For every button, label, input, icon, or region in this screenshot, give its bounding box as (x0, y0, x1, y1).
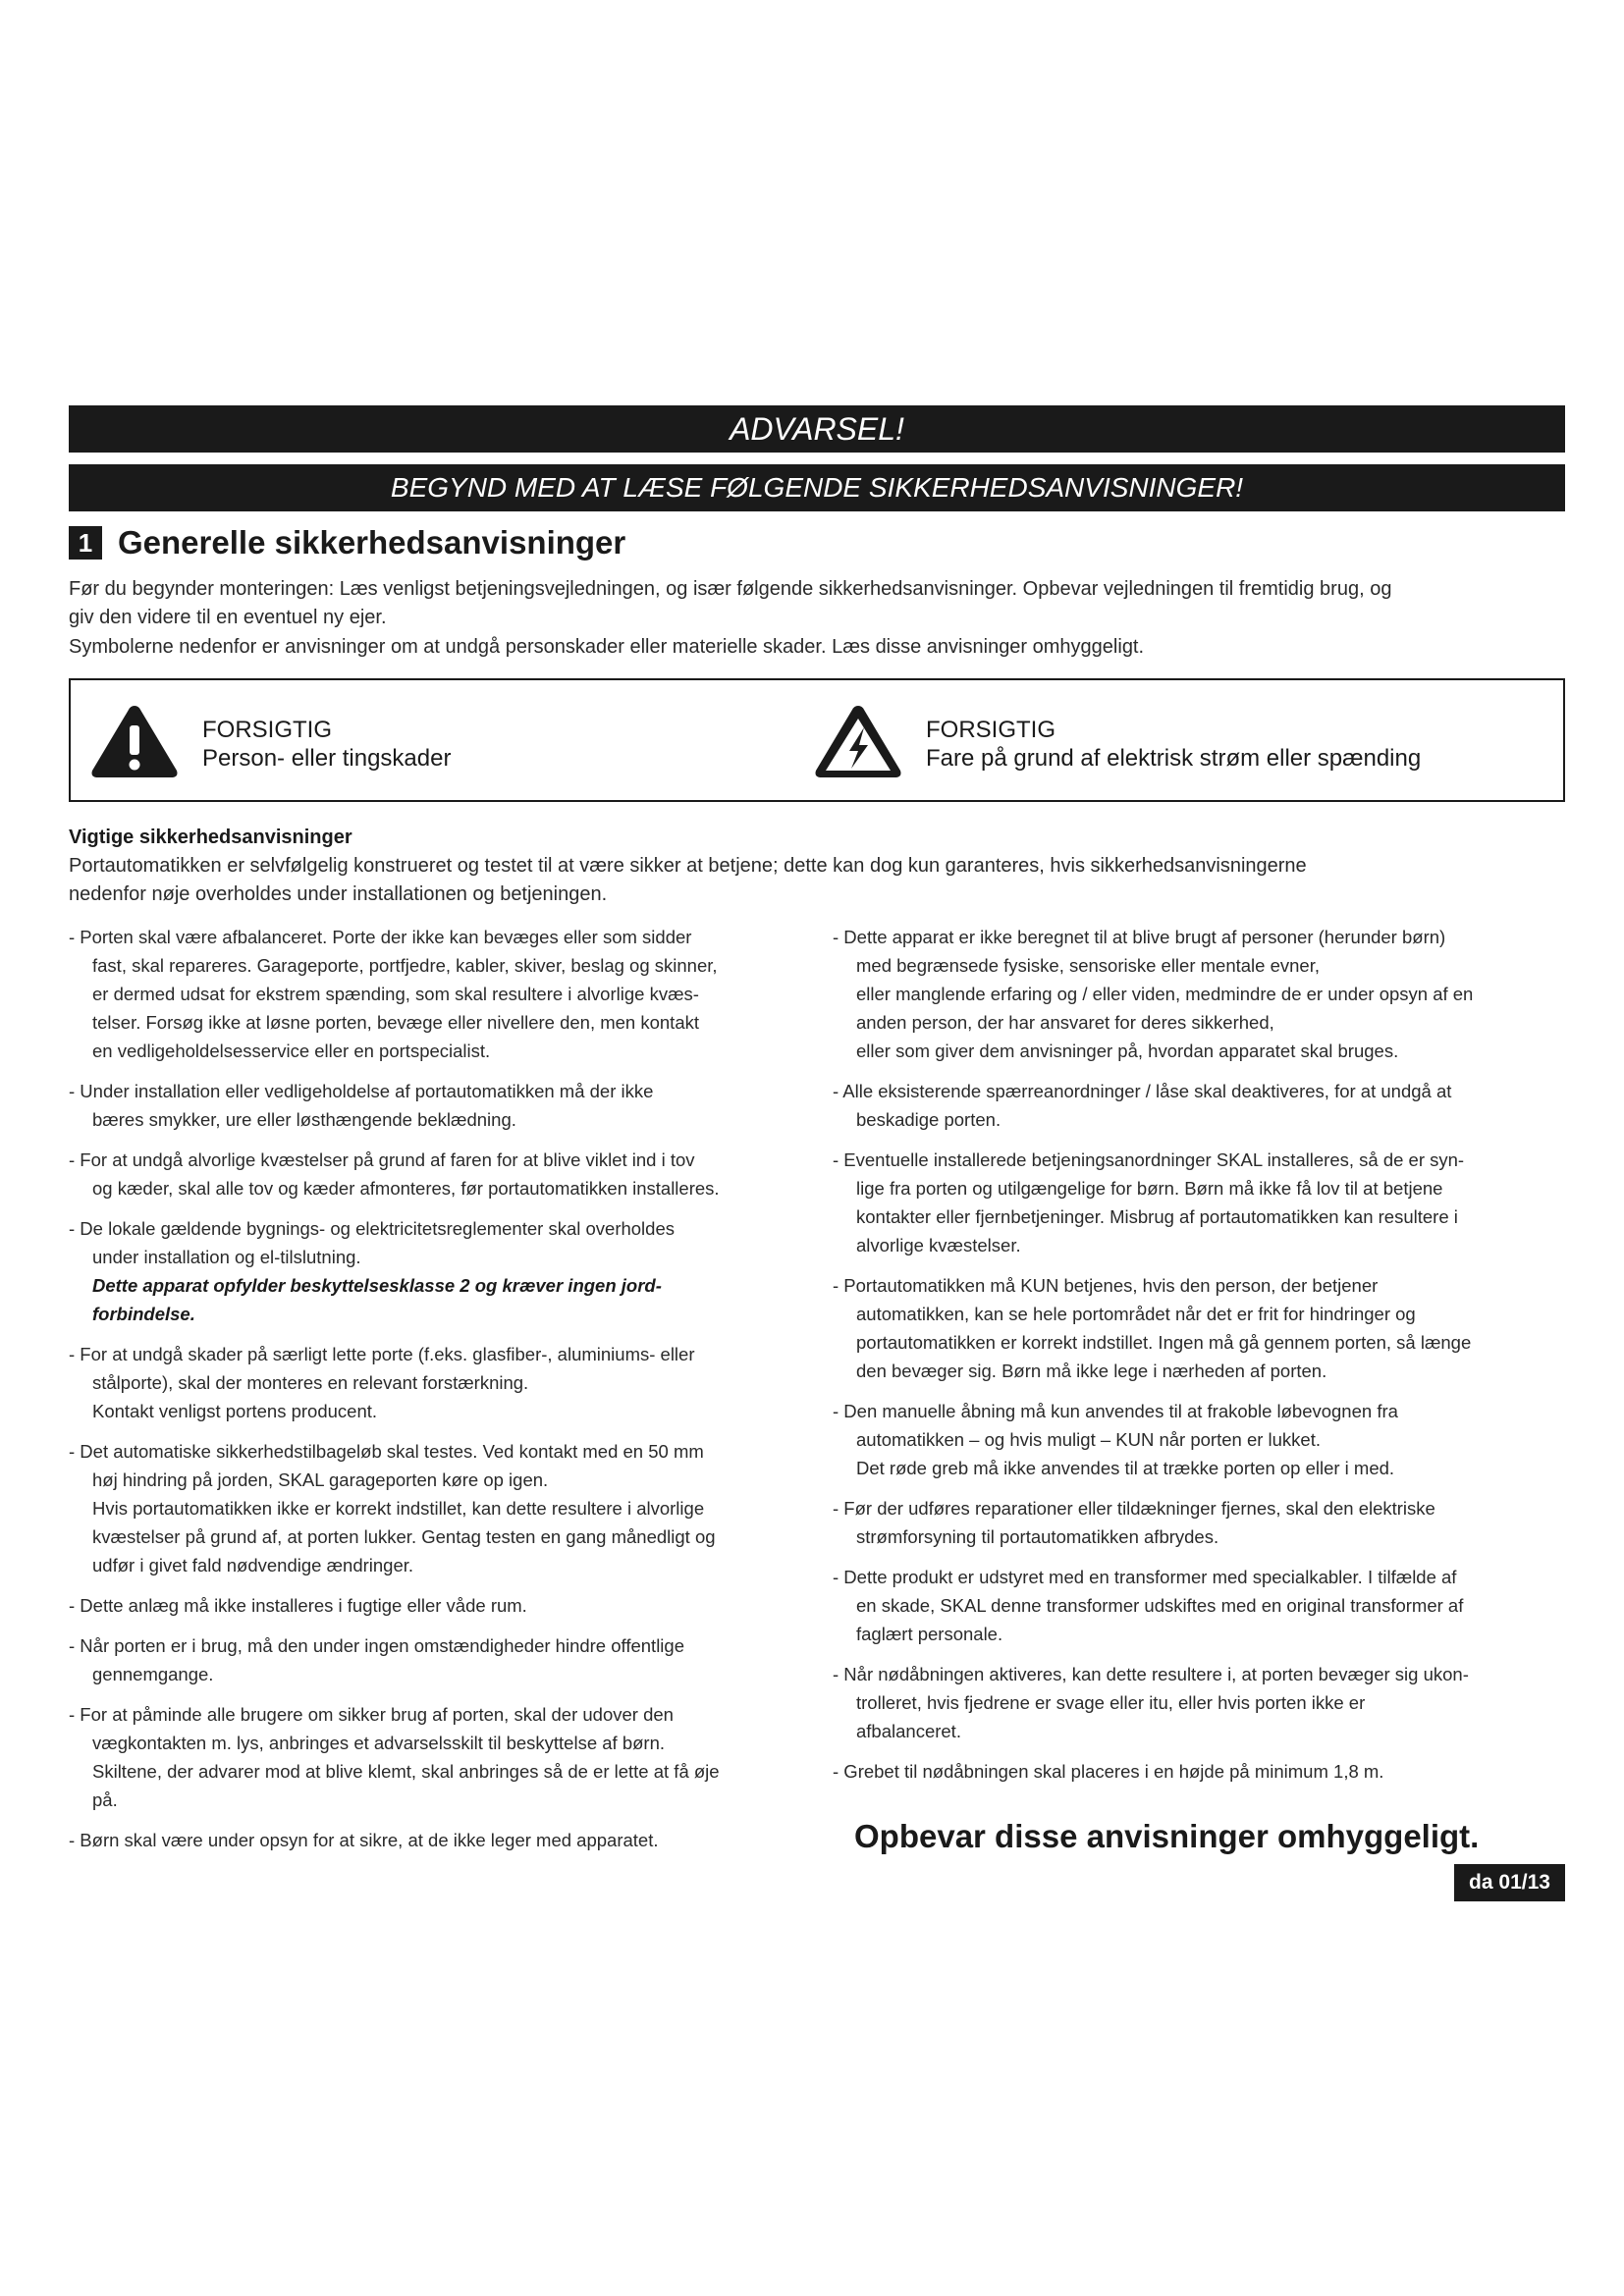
instruction-line: udfør i givet fald nødvendige ændringer. (92, 1555, 414, 1575)
section-title: Generelle sikkerhedsanvisninger (118, 524, 626, 561)
instruction-line: automatikken – og hvis muligt – KUN når porten er lukket. (856, 1429, 1322, 1450)
instruction-line: lige fra porten og utilgængelige for børn. Børn må ikke få lov til at betjene (856, 1178, 1443, 1199)
instruction-item (833, 1146, 1567, 1259)
warning-subtitle-bar (69, 464, 1565, 511)
instruction-item (69, 923, 815, 1065)
instruction-line: - Dette produkt er udstyret med en transformer med specialkabler. I tilfælde af (833, 1567, 1457, 1587)
instruction-item (833, 1271, 1567, 1385)
warning-title-text: FORSIGTIG (926, 716, 1056, 743)
instruction-line: faglært personale. (856, 1624, 1003, 1644)
instruction-line: stålporte), skal der monteres en relevant forstærkning. (92, 1372, 529, 1393)
instruction-line: telser. Forsøg ikke at løsne porten, bevæge eller nivellere den, men kontakt (92, 1012, 699, 1033)
instruction-line: gennemgange. (92, 1664, 214, 1684)
instruction-item (833, 1397, 1567, 1482)
instruction-line: - Dette anlæg må ikke installeres i fugtige eller våde rum. (69, 1595, 527, 1616)
instruction-line: høj hindring på jorden, SKAL garageporten køre op igen. (92, 1469, 549, 1490)
important-intro-line: Portautomatikken er selvfølgelig konstrueret og testet til at være sikker at betjene; dette kan dog kun garanteres, hvis sikkerhedsanvisningerne (69, 855, 1307, 877)
warning-personal-injury (88, 702, 451, 785)
instruction-line: alvorlige kvæstelser. (856, 1235, 1021, 1255)
instruction-line: - For at påminde alle brugere om sikker brug af porten, skal der udover den (69, 1704, 674, 1725)
instruction-line: eller manglende erfaring og / eller viden, medmindre de er under opsyn af en (856, 984, 1474, 1004)
instruction-item (69, 1214, 815, 1328)
instruction-line: - Det automatiske sikkerhedstilbageløb skal testes. Ved kontakt med en 50 mm (69, 1441, 704, 1462)
instruction-line: portautomatikken er korrekt indstillet. Ingen må gå gennem porten, så længe (856, 1332, 1472, 1353)
instruction-line: - Den manuelle åbning må kun anvendes til at frakoble løbevognen fra (833, 1401, 1398, 1421)
warning-subtitle: BEGYND MED AT LÆSE FØLGENDE SIKKERHEDSANVISNINGER! (390, 472, 1244, 503)
instruction-line: - Børn skal være under opsyn for at sikre, at de ikke leger med apparatet. (69, 1830, 659, 1850)
instruction-line: en skade, SKAL denne transformer udskiftes med en original transformer af (856, 1595, 1464, 1616)
instruction-line: bæres smykker, ure eller løsthængende beklædning. (92, 1109, 516, 1130)
section-intro (69, 575, 1565, 632)
instruction-line: trolleret, hvis fjedrene er svage eller itu, eller hvis porten ikke er (856, 1692, 1366, 1713)
important-intro (69, 852, 1522, 909)
important-title: Vigtige sikkerhedsanvisninger (69, 827, 352, 848)
warning-description: Fare på grund af elektrisk strøm eller spænding (926, 744, 1422, 772)
instruction-line: - Når nødåbningen aktiveres, kan dette resultere i, at porten bevæger sig ukon- (833, 1664, 1469, 1684)
instruction-item (69, 1437, 815, 1579)
instruction-line: Skiltene, der advarer mod at blive klemt, skal anbringes så de er lette at få øje (92, 1761, 720, 1782)
instruction-line: og kæder, skal alle tov og kæder afmonteres, før portautomatikken installeres. (92, 1178, 720, 1199)
instruction-line: vægkontakten m. lys, anbringes et advarselsskilt til beskyttelse af børn. (92, 1733, 666, 1753)
instruction-line: - Alle eksisterende spærreanordninger / låse skal deaktiveres, for at undgå at (833, 1081, 1452, 1101)
instruction-line: forbindelse. (92, 1304, 195, 1324)
section-intro-line: Før du begynder monteringen: Læs venligst betjeningsvejledningen, og især følgende sikkerhedsanvisninger. Opbevar vejledningen til fremtidig brug, og (69, 578, 1392, 600)
instruction-line: er dermed udsat for ekstrem spænding, som skal resultere i alvorlige kvæs- (92, 984, 699, 1004)
closing-statement: Opbevar disse anvisninger omhyggeligt. (854, 1818, 1480, 1854)
warning-title-bar (69, 405, 1565, 453)
warning-title-text: FORSIGTIG (202, 716, 332, 743)
instruction-line: - Dette apparat er ikke beregnet til at blive brugt af personer (herunder børn) (833, 927, 1446, 947)
instruction-item (69, 1591, 815, 1620)
section-intro-line: giv den videre til en eventuel ny ejer. (69, 607, 387, 628)
instruction-line: med begrænsede fysiske, sensoriske eller mentale evner, (856, 955, 1320, 976)
instruction-item (69, 1077, 815, 1134)
instruction-item (833, 1494, 1567, 1551)
instruction-line: - Når porten er i brug, må den under ingen omstændigheder hindre offentlige (69, 1635, 684, 1656)
document-code-badge: da 01/13 (1454, 1864, 1565, 1901)
instruction-item (69, 1146, 815, 1202)
lightning-triangle-icon (812, 702, 904, 785)
instruction-line: - Eventuelle installerede betjeningsanordninger SKAL installeres, så de er syn- (833, 1149, 1465, 1170)
instruction-line: - Porten skal være afbalanceret. Porte der ikke kan bevæges eller som sidder (69, 927, 692, 947)
instruction-line: automatikken, kan se hele portområdet når det er frit for hindringer og (856, 1304, 1416, 1324)
instruction-item (833, 1563, 1567, 1648)
left-instructions-column (69, 923, 815, 1866)
instruction-item (69, 1340, 815, 1425)
instruction-line: - De lokale gældende bygnings- og elektricitetsreglementer skal overholdes (69, 1218, 675, 1239)
right-instructions-column (833, 923, 1567, 1797)
instruction-item (833, 1660, 1567, 1745)
instruction-item (833, 923, 1567, 1065)
instruction-item (833, 1757, 1567, 1786)
instruction-line: - Under installation eller vedligeholdelse af portautomatikken må der ikke (69, 1081, 654, 1101)
instruction-line: den bevæger sig. Børn må ikke lege i nærheden af porten. (856, 1361, 1327, 1381)
important-intro-line: nedenfor nøje overholdes under installationen og betjeningen. (69, 883, 608, 905)
instruction-line: beskadige porten. (856, 1109, 1001, 1130)
instruction-line: afbalanceret. (856, 1721, 961, 1741)
warning-title: ADVARSEL! (730, 411, 904, 447)
instruction-line: en vedligeholdelsesservice eller en portspecialist. (92, 1041, 491, 1061)
instruction-line: kvæstelser på grund af, at porten lukker. Gentag testen en gang månedligt og (92, 1526, 716, 1547)
instruction-line: på. (92, 1789, 118, 1810)
instruction-line: Dette apparat opfylder beskyttelsesklasse 2 og kræver ingen jord- (92, 1275, 662, 1296)
instruction-item (69, 1700, 815, 1814)
instruction-line: - For at undgå alvorlige kvæstelser på grund af faren for at blive viklet ind i tov (69, 1149, 695, 1170)
instruction-line: anden person, der har ansvaret for deres sikkerhed, (856, 1012, 1274, 1033)
instruction-item (69, 1631, 815, 1688)
exclamation-triangle-icon (88, 702, 181, 785)
instruction-line: - For at undgå skader på særligt lette porte (f.eks. glasfiber-, aluminiums- eller (69, 1344, 695, 1364)
warning-description: Person- eller tingskader (202, 744, 452, 772)
instruction-item (69, 1826, 815, 1854)
instruction-line: - Grebet til nødåbningen skal placeres i en højde på minimum 1,8 m. (833, 1761, 1384, 1782)
instruction-line: eller som giver dem anvisninger på, hvordan apparatet skal bruges. (856, 1041, 1399, 1061)
instruction-line: fast, skal repareres. Garageporte, portfjedre, kabler, skiver, beslag og skinner, (92, 955, 718, 976)
instruction-item (833, 1077, 1567, 1134)
instruction-line: - Før der udføres reparationer eller tildækninger fjernes, skal den elektriske (833, 1498, 1435, 1519)
instruction-line: kontakter eller fjernbetjeninger. Misbrug af portautomatikken kan resultere i (856, 1206, 1458, 1227)
instruction-line: Hvis portautomatikken ikke er korrekt indstillet, kan dette resultere i alvorlige (92, 1498, 705, 1519)
instruction-line: under installation og el-tilslutning. (92, 1247, 361, 1267)
section-number: 1 (69, 526, 102, 560)
warning-electrical (812, 702, 1421, 785)
instruction-line: strømforsyning til portautomatikken afbrydes. (856, 1526, 1219, 1547)
symbols-note: Symbolerne nedenfor er anvisninger om at undgå personskader eller materielle skader. Læs disse anvisninger omhyggeligt. (69, 636, 1145, 658)
warning-symbols-box (69, 678, 1565, 802)
instruction-line: Det røde greb må ikke anvendes til at trække porten op eller i med. (856, 1458, 1395, 1478)
section-heading (69, 523, 625, 562)
instruction-line: Kontakt venligst portens producent. (92, 1401, 378, 1421)
instruction-line: - Portautomatikken må KUN betjenes, hvis den person, der betjener (833, 1275, 1379, 1296)
